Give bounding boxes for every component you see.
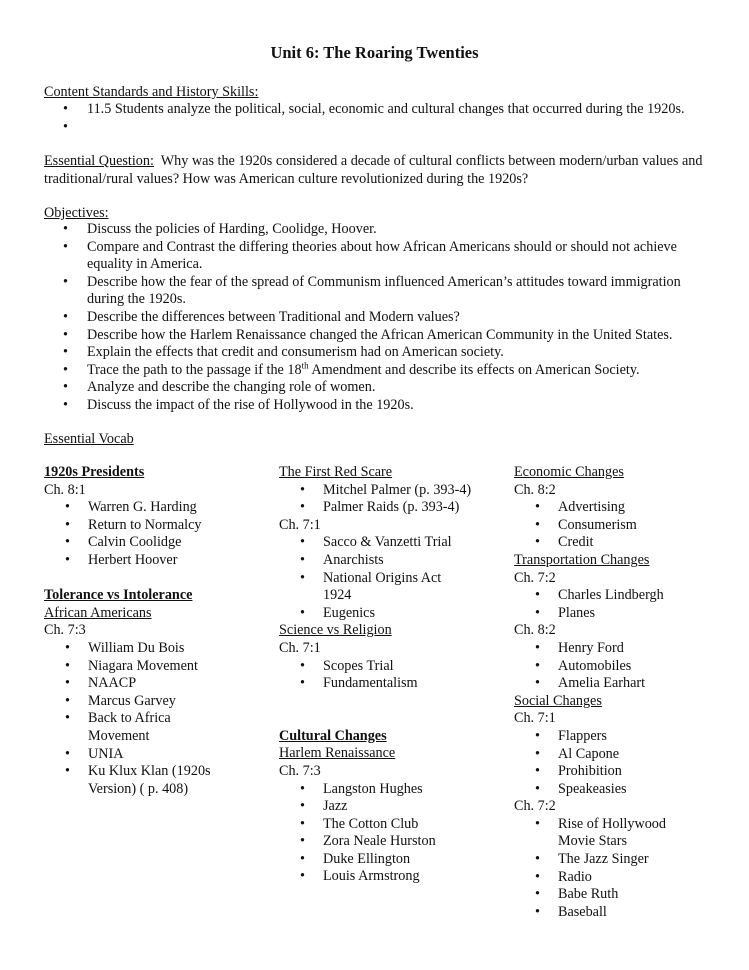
african-americans-list [44, 640, 244, 798]
list-item: • Explain the effects that credit and consumerism had on American society. [44, 344, 714, 362]
economic-list [514, 499, 714, 552]
science-heading: Science vs Religion [279, 622, 392, 639]
list-item: • Duke Ellington [279, 851, 479, 869]
list-item: • Al Capone [514, 746, 714, 764]
list-item: • Describe the differences between Traditional and Modern values? [44, 309, 714, 327]
list-item: • Eugenics [279, 605, 477, 623]
list-item: • Babe Ruth [514, 886, 694, 904]
list-item: • Scopes Trial [279, 658, 479, 676]
list-item: • Analyze and describe the changing role of women. [44, 379, 714, 397]
transportation-list-2 [514, 640, 714, 693]
vocab-column-2 [279, 464, 479, 886]
red-scare-list [279, 482, 477, 517]
science-list [279, 658, 479, 693]
list-item: • The Cotton Club [279, 816, 479, 834]
list-item: • Louis Armstrong [279, 868, 479, 886]
list-item: • Charles Lindbergh [514, 587, 714, 605]
vocab-column-1 [44, 464, 244, 798]
presidents-list [44, 499, 244, 569]
list-item: • Palmer Raids (p. 393-4) [279, 499, 477, 517]
chapter-label: Ch. 7:3 [279, 762, 321, 779]
list-item: • Ku Klux Klan (1920s Version) ( p. 408) [44, 763, 234, 798]
amendment-suffix: Amendment and describe its effects on American Society. [308, 361, 640, 378]
red-scare-list-2 [279, 534, 477, 622]
vocab-heading: Essential Vocab [44, 431, 134, 447]
list-item: • Automobiles [514, 658, 714, 676]
transportation-heading: Transportation Changes [514, 551, 650, 568]
essential-question [44, 153, 714, 188]
cultural-heading: Cultural Changes [279, 727, 387, 744]
list-item: • Credit [514, 534, 714, 552]
list-item: • Planes [514, 605, 714, 623]
chapter-label: Ch. 7:2 [514, 569, 556, 586]
social-heading: Social Changes [514, 692, 602, 709]
social-list [514, 728, 714, 798]
objectives-list [44, 221, 714, 415]
list-item: • Compare and Contrast the differing theories about how African Americans should or should not achieve equality in America. [44, 239, 714, 274]
list-item: • Back to Africa Movement [44, 710, 194, 745]
list-item: • Consumerism [514, 517, 714, 535]
list-item: • Mitchel Palmer (p. 393-4) [279, 482, 477, 500]
harlem-heading: Harlem Renaissance [279, 745, 396, 762]
chapter-label: Ch. 7:3 [44, 622, 86, 639]
list-item: • Describe how the fear of the spread of Communism influenced American’s attitudes toward immigration during the 1920s. [44, 274, 714, 309]
list-item: • Speakeasies [514, 781, 714, 799]
list-item: • Flappers [514, 728, 714, 746]
essential-question-text: Why was the 1920s considered a decade of cultural conflicts between modern/urban values and traditional/rural values? How was American culture revolutionized during the 1920s? [44, 153, 707, 187]
chapter-label: Ch. 7:1 [279, 516, 321, 533]
standards-heading: Content Standards and History Skills: [44, 84, 259, 100]
list-item [44, 119, 704, 137]
chapter-label: Ch. 8:2 [514, 481, 556, 498]
list-item: • Langston Hughes [279, 781, 479, 799]
list-item: • Prohibition [514, 763, 714, 781]
list-item: • 11.5 Students analyze the political, social, economic and cultural changes that occurred during the 1920s. [44, 101, 704, 119]
list-item: • Radio [514, 869, 694, 887]
list-item: • Return to Normalcy [44, 517, 244, 535]
list-item: • The Jazz Singer [514, 851, 694, 869]
amendment-prefix: Trace the path to the passage if the 18 [87, 361, 302, 378]
list-item: • Rise of Hollywood Movie Stars [514, 816, 689, 851]
list-item: • Discuss the policies of Harding, Coolidge, Hoover. [44, 221, 714, 239]
list-item: • Anarchists [279, 552, 477, 570]
social-list-2 [514, 816, 694, 922]
red-scare-heading: The First Red Scare [279, 464, 393, 480]
tolerance-heading: Tolerance vs Intolerance [44, 587, 193, 604]
list-item: • Herbert Hoover [44, 552, 244, 570]
list-item: • Warren G. Harding [44, 499, 244, 517]
list-item: • National Origins Act 1924 [279, 570, 459, 605]
list-item: • William Du Bois [44, 640, 244, 658]
page-title: Unit 6: The Roaring Twenties [270, 43, 479, 62]
list-item: • Baseball [514, 904, 694, 922]
chapter-label: Ch. 8:2 [514, 622, 556, 639]
list-item: • UNIA [44, 746, 244, 764]
standards-list [44, 101, 704, 136]
chapter-label: Ch. 7:1 [279, 639, 321, 656]
african-americans-heading: African Americans [44, 604, 152, 621]
chapter-label: Ch. 7:1 [514, 710, 556, 727]
essential-question-label: Essential Question: [44, 153, 154, 169]
transportation-list [514, 587, 714, 622]
list-item: • Niagara Movement [44, 658, 244, 676]
list-item: • Discuss the impact of the rise of Hollywood in the 1920s. [44, 397, 714, 415]
list-item: • Amelia Earhart [514, 675, 714, 693]
presidents-heading: 1920s Presidents [44, 464, 145, 480]
list-item: • Jazz [279, 798, 479, 816]
list-item: • Zora Neale Hurston [279, 833, 479, 851]
chapter-label: Ch. 7:2 [514, 798, 556, 815]
list-item: • Sacco & Vanzetti Trial [279, 534, 477, 552]
list-item: • NAACP [44, 675, 244, 693]
list-item [44, 362, 714, 380]
amendment-sup: th [301, 360, 309, 371]
list-item: • Calvin Coolidge [44, 534, 244, 552]
objectives-heading: Objectives: [44, 205, 109, 221]
list-item: • Henry Ford [514, 640, 714, 658]
list-item: • Marcus Garvey [44, 693, 244, 711]
list-item: • Fundamentalism [279, 675, 479, 693]
list-item: • Advertising [514, 499, 714, 517]
list-item: • Describe how the Harlem Renaissance changed the African American Community in the United States. [44, 327, 714, 345]
chapter-label: Ch. 8:1 [44, 481, 86, 498]
harlem-list [279, 781, 479, 887]
economic-heading: Economic Changes [514, 464, 624, 480]
vocab-column-3 [514, 464, 714, 921]
